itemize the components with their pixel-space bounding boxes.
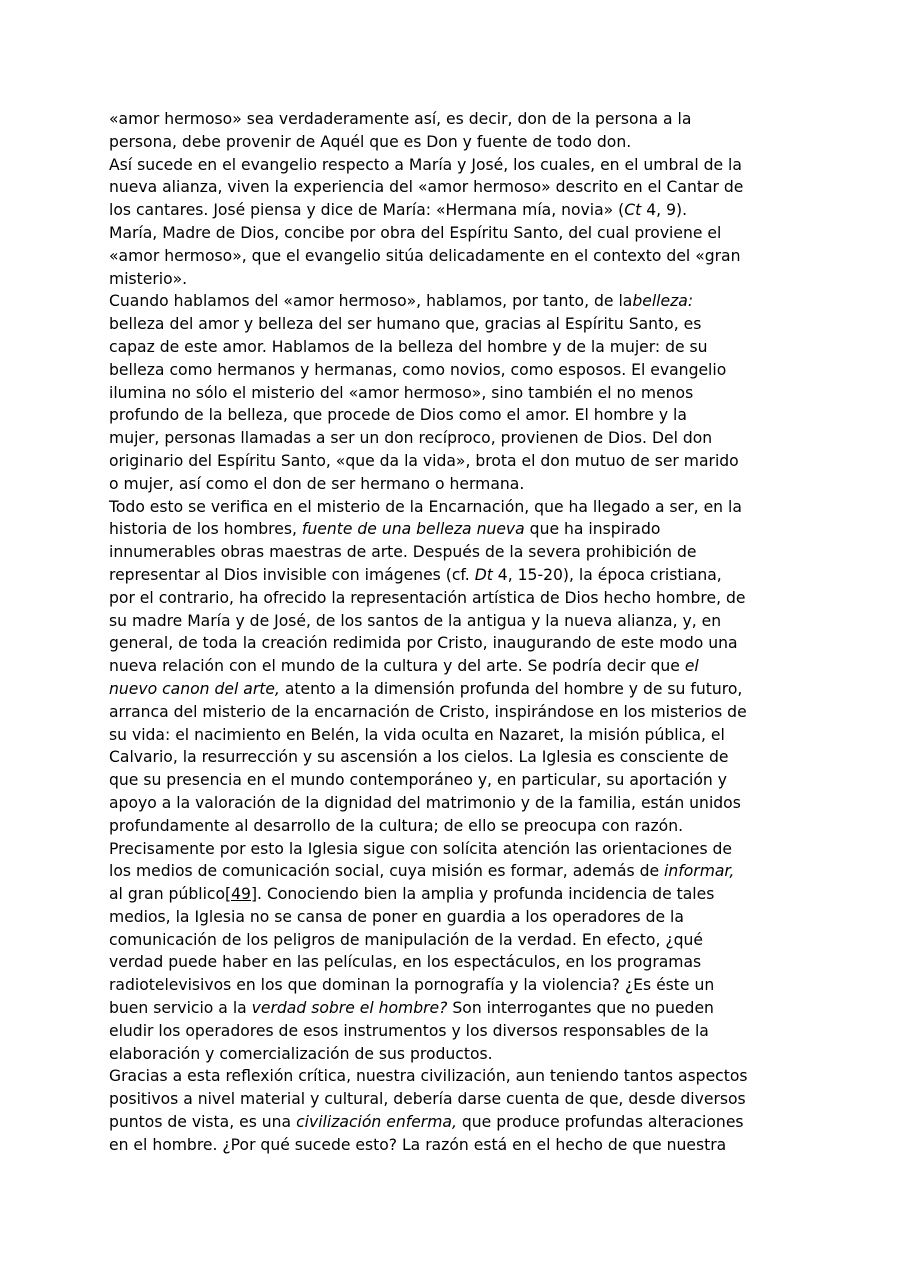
text-segment: los cantares. José piensa y dice de María: «Hermana mía, novia» ( (109, 201, 625, 220)
text-segment: Gracias a esta reflexión crítica, nuestra civilización, aun teniendo tantos aspectos (109, 1067, 748, 1086)
text-segment: Todo esto se verifica en el misterio de la Encarnación, que ha llegado a ser, en la (109, 497, 742, 516)
text-segment: nueva relación con el mundo de la cultura y del arte. Se podría decir que (109, 657, 685, 676)
text-segment: Cuando hablamos del «amor hermoso», hablamos, por tanto, de la (109, 292, 633, 311)
text-segment: eludir los operadores de esos instrumentos y los diversos responsables de la (109, 1021, 709, 1040)
text-segment: que ha inspirado (524, 520, 661, 539)
text-line (109, 974, 748, 997)
text-segment: profundo de la belleza, que procede de Dios como el amor. El hombre y la (109, 406, 687, 425)
text-line (109, 1065, 748, 1088)
text-segment: misterio». (109, 269, 188, 288)
text-line (109, 404, 748, 427)
text-line (109, 678, 748, 701)
text-line (109, 427, 748, 450)
text-line (109, 655, 748, 678)
text-line (109, 632, 748, 655)
text-segment: . Conociendo bien la amplia y profunda incidencia de tales (257, 885, 715, 904)
text-segment: atento a la dimensión profunda del hombre y de su futuro, (279, 679, 743, 698)
text-line (109, 610, 748, 633)
text-line (109, 336, 748, 359)
text-segment: Son interrogantes que no pueden (447, 999, 714, 1018)
text-line (109, 838, 748, 861)
text-segment: su madre María y de José, de los santos de la antigua y la nueva alianza, y, en (109, 611, 722, 630)
text-line (109, 587, 748, 610)
text-segment: nueva alianza, viven la experiencia del «amor hermoso» descrito en el Cantar de (109, 178, 744, 197)
text-segment: buen servicio a la (109, 999, 252, 1018)
text-line (109, 199, 748, 222)
text-segment: general, de toda la creación redimida por Cristo, inaugurando de este modo una (109, 634, 738, 653)
text-segment: historia de los hombres, (109, 520, 302, 539)
text-line (109, 473, 748, 496)
text-line (109, 245, 748, 268)
text-line (109, 701, 748, 724)
text-segment: belleza como hermanos y hermanas, como novios, como esposos. El evangelio (109, 360, 727, 379)
italic-text: nuevo canon del arte, (109, 679, 280, 698)
text-segment: en el hombre. ¿Por qué sucede esto? La razón está en el hecho de que nuestra (109, 1135, 727, 1154)
text-segment: mujer, personas llamadas a ser un don recíproco, provienen de Dios. Del don (109, 429, 713, 448)
italic-text: Dt (474, 565, 493, 584)
text-segment: capaz de este amor. Hablamos de la belleza del hombre y de la mujer: de su (109, 337, 708, 356)
italic-text: fuente de una belleza nueva (301, 520, 525, 539)
text-segment: belleza del amor y belleza del ser humano que, gracias al Espíritu Santo, es (109, 315, 702, 334)
text-line (109, 1043, 748, 1066)
text-segment: profundamente al desarrollo de la cultura; de ello se preocupa con razón. (109, 816, 684, 835)
text-line (109, 951, 748, 974)
text-line (109, 997, 748, 1020)
text-line (109, 176, 748, 199)
text-line (109, 1134, 748, 1157)
text-segment: Calvario, la resurrección y su ascensión a los cielos. La Iglesia es consciente de (109, 748, 729, 767)
text-line (109, 222, 748, 245)
text-segment: medios, la Iglesia no se cansa de poner en guardia a los operadores de la (109, 907, 684, 926)
text-segment: que su presencia en el mundo contemporáneo y, en particular, su aportación y (109, 771, 727, 790)
text-segment: positivos a nivel material y cultural, debería darse cuenta de que, desde diversos (109, 1090, 746, 1109)
text-line (109, 541, 748, 564)
text-line (109, 108, 748, 131)
italic-text: informar, (664, 862, 735, 881)
text-segment: al gran público (109, 885, 226, 904)
text-line (109, 860, 748, 883)
text-line (109, 450, 748, 473)
italic-text: civilización enferma, (296, 1113, 457, 1132)
text-line (109, 564, 748, 587)
text-segment: o mujer, así como el don de ser hermano o hermana. (109, 474, 525, 493)
text-line (109, 518, 748, 541)
text-segment: innumerables obras maestras de arte. Después de la severa prohibición de (109, 543, 697, 562)
text-segment: «amor hermoso» sea verdaderamente así, es decir, don de la persona a la (109, 110, 692, 128)
text-line (109, 290, 748, 313)
text-segment: María, Madre de Dios, concibe por obra del Espíritu Santo, del cual proviene el (109, 223, 722, 242)
text-segment: Precisamente por esto la Iglesia sigue con solícita atención las orientaciones de (109, 839, 733, 858)
text-line (109, 746, 748, 769)
document-body (109, 108, 748, 1157)
text-line (109, 359, 748, 382)
text-line (109, 313, 748, 336)
text-line (109, 496, 748, 519)
text-segment: comunicación de los peligros de manipulación de la verdad. En efecto, ¿qué (109, 930, 704, 949)
text-segment: elaboración y comercialización de sus productos. (109, 1044, 493, 1063)
footnote-link[interactable]: [49] (225, 885, 258, 904)
text-line (109, 154, 748, 177)
text-segment: representar al Dios invisible con imágenes (cf. (109, 565, 475, 584)
text-segment: su vida: el nacimiento en Belén, la vida oculta en Nazaret, la misión pública, el (109, 725, 725, 744)
italic-text: verdad sobre el hombre? (251, 999, 448, 1018)
text-line (109, 1088, 748, 1111)
text-segment: 4, 15-20), la época cristiana, (492, 565, 722, 584)
text-segment: apoyo a la valoración de la dignidad del matrimonio y de la familia, están unidos (109, 793, 741, 812)
text-segment: verdad puede haber en las películas, en los espectáculos, en los programas (109, 953, 702, 972)
text-line (109, 724, 748, 747)
text-line (109, 1020, 748, 1043)
text-segment: originario del Espíritu Santo, «que da la vida», brota el don mutuo de ser marido (109, 451, 739, 470)
text-segment: persona, debe provenir de Aquél que es Don y fuente de todo don. (109, 132, 632, 151)
text-segment: por el contrario, ha ofrecido la representación artística de Dios hecho hombre, de (109, 588, 746, 607)
text-line (109, 268, 748, 291)
text-segment: 4, 9). (641, 201, 688, 220)
italic-text: belleza: (632, 292, 694, 311)
text-line (109, 883, 748, 906)
text-segment: «amor hermoso», que el evangelio sitúa delicadamente en el contexto del «gran (109, 246, 741, 265)
text-line (109, 131, 748, 154)
text-segment: Así sucede en el evangelio respecto a María y José, los cuales, en el umbral de la (109, 155, 742, 174)
text-line (109, 929, 748, 952)
text-line (109, 382, 748, 405)
text-segment: los medios de comunicación social, cuya misión es formar, además de (109, 862, 665, 881)
text-segment: puntos de vista, es una (109, 1113, 297, 1132)
italic-text: el (684, 657, 699, 676)
text-segment: arranca del misterio de la encarnación de Cristo, inspirándose en los misterios de (109, 702, 747, 721)
text-segment: que produce profundas alteraciones (456, 1113, 744, 1132)
text-segment: radiotelevisivos en los que dominan la pornografía y la violencia? ¿Es éste un (109, 976, 715, 995)
text-line (109, 769, 748, 792)
text-line (109, 1111, 748, 1134)
text-segment: ilumina no sólo el misterio del «amor hermoso», sino también el no menos (109, 383, 694, 402)
italic-text: Ct (624, 201, 642, 220)
text-line (109, 792, 748, 815)
text-line (109, 906, 748, 929)
text-line (109, 815, 748, 838)
